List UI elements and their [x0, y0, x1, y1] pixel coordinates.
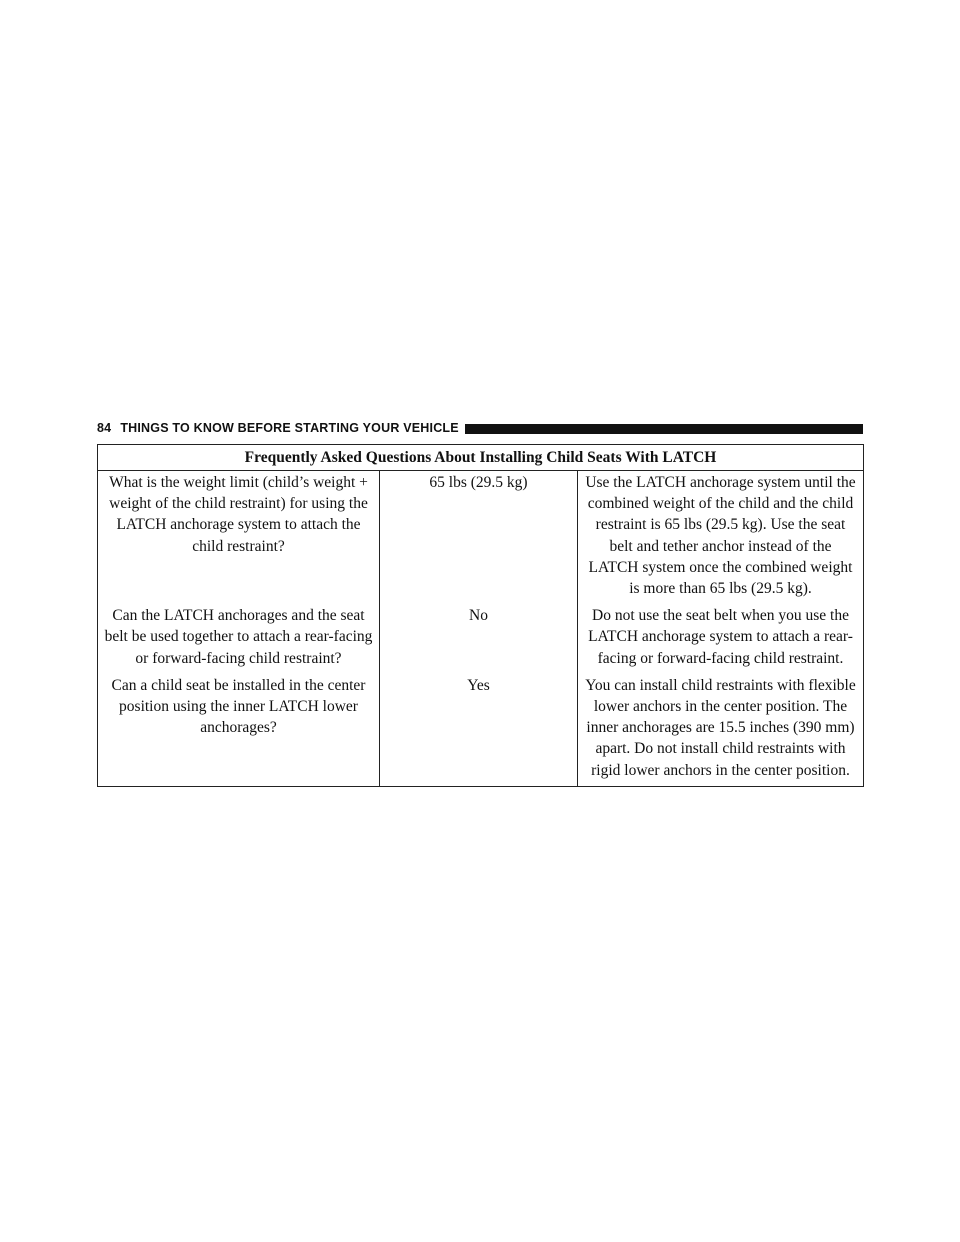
- page-number: 84: [97, 421, 112, 435]
- page-header: [97, 418, 863, 438]
- faq-table: [97, 444, 864, 787]
- section-title: THINGS TO KNOW BEFORE STARTING YOUR VEHICLE: [120, 421, 459, 435]
- answer-cell: No: [380, 604, 578, 674]
- comment-cell: Do not use the seat belt when you use the LATCH anchorage system to attach a rear-facing or forward-facing child restraint.: [578, 604, 864, 674]
- answer-cell: 65 lbs (29.5 kg): [380, 471, 578, 605]
- comment-cell: You can install child restraints with flexible lower anchors in the center position. The inner anchorages are 15.5 inches (390 mm) apart. Do not install child restraints with rigid lower anchors in the center position.: [578, 674, 864, 787]
- answer-cell: Yes: [380, 674, 578, 787]
- question-cell: Can the LATCH anchorages and the seat belt be used together to attach a rear-facing or forward-facing child restraint?: [98, 604, 380, 674]
- table-row: [98, 674, 864, 787]
- comment-cell: Use the LATCH anchorage system until the combined weight of the child and the child restraint is 65 lbs (29.5 kg). Use the seat belt and tether anchor instead of the LATCH system once the combined weight is more than 65 lbs (29.5 kg).: [578, 471, 864, 605]
- question-cell: What is the weight limit (child’s weight + weight of the child restraint) for using the LATCH anchorage system to attach the child restraint?: [98, 471, 380, 605]
- table-caption: Frequently Asked Questions About Installing Child Seats With LATCH: [98, 445, 864, 471]
- table-row: [98, 604, 864, 674]
- table-row: [98, 471, 864, 605]
- header-rule: [465, 424, 863, 434]
- question-cell: Can a child seat be installed in the center position using the inner LATCH lower anchorages?: [98, 674, 380, 787]
